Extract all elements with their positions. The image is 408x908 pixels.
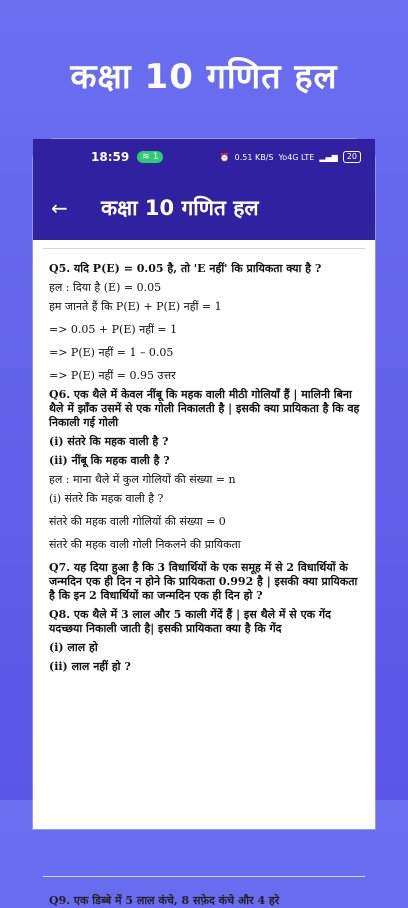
promo-title: कक्षा 10 गणित हल — [70, 57, 338, 97]
q5-solution-line-1: हल : दिया है (E) = 0.05 — [49, 281, 162, 294]
q6-solution-line-1: हल : माना थैले में कुल गोलियों की संख्या = n — [49, 473, 236, 486]
q6-solution-line-4: संतरे की महक वाली गोली निकलने की प्रायिकता — [49, 538, 241, 551]
question-6: Q6. एक थैले में केवल नींबू कि महक वाली मीठी गोलियाँ हैं | मालिनी बिना थैले में झाँक उसमें से एक गोली निकालती है | इसकी क्या प्रायिकता है कि वह निकाली गई गोली — [49, 388, 360, 429]
signal-icon: ▂▄▆ — [319, 152, 338, 162]
solution-text — [49, 262, 361, 679]
q8-part-ii: (ii) लाल नहीं हो ? — [49, 660, 131, 673]
question-5: Q5. यदि P(E) = 0.05 है, तो 'E नहीं' कि प्रायिकता क्या है ? — [49, 262, 322, 275]
bottom-divider — [43, 876, 365, 877]
question-7: Q7. यह दिया हुआ है कि 3 विधार्थियों के एक समूह में से 2 विधार्थियों के जन्मदिन एक ही दिन न होने कि प्रायिकता 0.992 है | इसकी क्या प्रायिकता है कि इन 2 विधार्थियों का जन्मदिन एक ही दिन हो ? — [49, 561, 358, 602]
q5-solution-line-2: हम जानते हैं कि P(E) + P(E) नहीं = 1 — [49, 300, 222, 313]
q6-part-ii: (ii) नींबू कि महक वाली है ? — [49, 454, 170, 467]
q5-solution-line-3: => 0.05 + P(E) नहीं = 1 — [49, 323, 178, 336]
q5-solution-line-4: => P(E) नहीं = 1 – 0.05 — [49, 346, 174, 359]
app-bar — [33, 139, 375, 240]
phone-frame — [33, 139, 375, 907]
status-bar — [33, 139, 375, 175]
q6-solution-line-3: संतरे की महक वाली गोलियों की संख्या = 0 — [49, 515, 226, 528]
network-type: Yo4G LTE — [278, 152, 315, 162]
wifi-count: 1 — [152, 152, 159, 162]
q6-solution-line-2: (i) संतरे कि महक वाली है ? — [49, 492, 164, 505]
status-time: 18:59 — [91, 150, 130, 164]
q6-part-i: (i) संतरे कि महक वाली है ? — [49, 435, 169, 448]
wifi-hotspot-badge — [137, 151, 163, 163]
q8-part-i: (i) लाल हो — [49, 641, 98, 654]
battery-icon: 20 — [343, 151, 361, 163]
wifi-icon: ≋ — [142, 152, 150, 162]
page-title: कक्षा 10 गणित हल — [101, 195, 259, 220]
network-speed: 0.51 KB/S — [234, 152, 274, 162]
alarm-icon: ⏰ — [219, 152, 230, 162]
question-9-partial: Q9. एक डिब्बे में 5 लाल कंचे, 8 सफ़ेद कंचे और 4 हरे — [49, 894, 280, 907]
top-divider — [43, 248, 365, 249]
question-8: Q8. एक थैले में 3 लाल और 5 काली गेंदें हैं | इस थैले में से एक गेंद यदच्छया निकाली जाती है| इसकी प्रायिकता क्या है कि गेंद — [49, 608, 331, 635]
toolbar — [33, 175, 375, 240]
content-area[interactable] — [33, 240, 375, 907]
status-indicators — [220, 151, 361, 163]
back-arrow-icon[interactable]: ← — [51, 195, 68, 220]
q5-solution-line-5: => P(E) नहीं = 0.95 उत्तर — [49, 369, 176, 382]
